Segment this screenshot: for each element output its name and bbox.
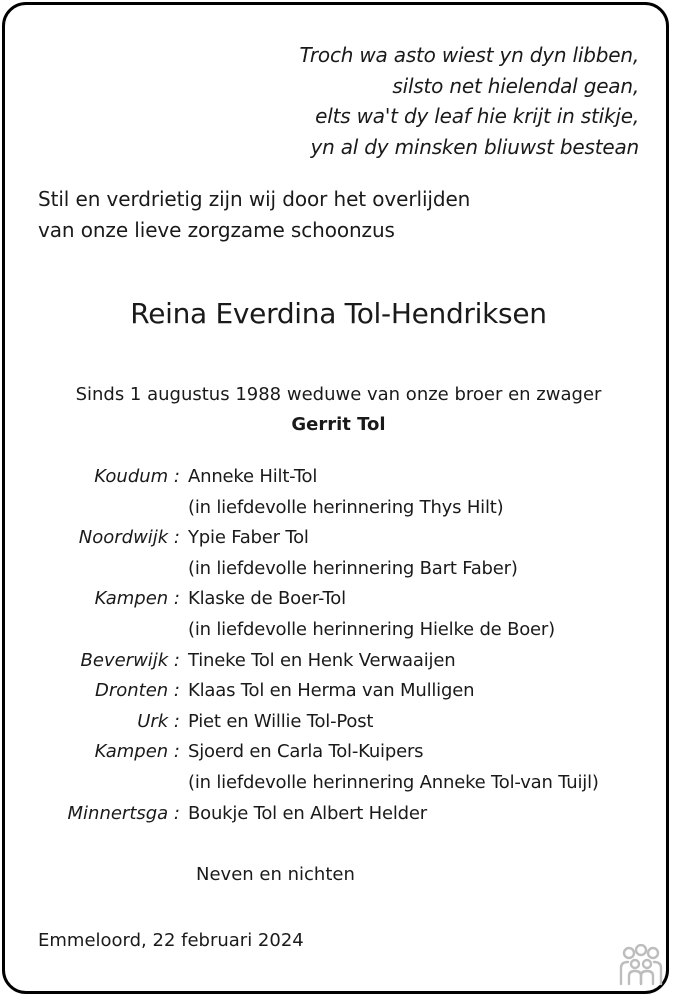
family-row — [0, 523, 677, 554]
family-place — [0, 493, 188, 524]
family-person: Klaske de Boer-Tol — [188, 588, 346, 610]
family-row — [0, 615, 677, 646]
family-row — [0, 462, 677, 493]
family-person: Piet en Willie Tol-Post — [188, 710, 374, 732]
family-row — [0, 676, 677, 707]
poem-line: elts wa't dy leaf hie krijt in stikje, — [315, 104, 639, 128]
family-list — [0, 462, 677, 829]
family-person: Sjoerd en Carla Tol-Kuipers — [188, 741, 424, 763]
intro-line: Stil en verdrietig zijn wij door het overlijden — [38, 187, 471, 211]
family-place — [0, 615, 188, 646]
widow-line: Sinds 1 augustus 1988 weduwe van onze broer en zwager — [75, 384, 602, 405]
family-row — [0, 707, 677, 738]
family-person: Ypie Faber Tol — [188, 527, 309, 549]
family-person: (in liefdevolle herinnering Bart Faber) — [188, 557, 518, 579]
family-row — [0, 737, 677, 768]
intro-text — [38, 184, 470, 246]
family-row — [0, 584, 677, 615]
family-person: Anneke Hilt-Tol — [188, 466, 318, 487]
family-place — [0, 768, 188, 799]
family-person: Boukje Tol en Albert Helder — [188, 802, 427, 824]
family-row — [0, 493, 677, 524]
family-row — [0, 646, 677, 677]
family-row — [0, 768, 677, 799]
family-place: Kampen : — [94, 588, 180, 610]
family-place: Noordwijk : — [78, 527, 180, 549]
family-person: (in liefdevolle herinnering Thys Hilt) — [188, 496, 504, 518]
family-place: Dronten : — [94, 680, 180, 702]
family-people-icon — [616, 944, 666, 988]
family-place: Koudum : — [94, 466, 180, 487]
family-person: (in liefdevolle herinnering Hielke de Boer) — [188, 618, 555, 640]
place-date: Emmeloord, 22 februari 2024 — [38, 930, 304, 951]
deceased-name: Reina Everdina Tol-Hendriksen — [130, 297, 547, 330]
family-place: Kampen : — [94, 741, 180, 763]
poem-line: yn al dy minsken bliuwst bestean — [310, 134, 639, 159]
closing-text: Neven en nichten — [196, 864, 355, 885]
poem — [299, 40, 639, 162]
family-place: Beverwijk : — [80, 649, 180, 671]
spouse-name: Gerrit Tol — [291, 414, 386, 435]
family-place — [0, 554, 188, 585]
family-person: Klaas Tol en Herma van Mulligen — [188, 680, 475, 702]
family-person: (in liefdevolle herinnering Anneke Tol-van Tuijl) — [188, 771, 599, 793]
family-place: Minnertsga : — [67, 802, 180, 824]
family-place: Urk : — [137, 710, 180, 732]
family-row — [0, 799, 677, 830]
family-row — [0, 554, 677, 585]
family-person: Tineke Tol en Henk Verwaaijen — [188, 649, 456, 671]
intro-line: van onze lieve zorgzame schoonzus — [38, 218, 395, 242]
poem-line: silsto net hielendal gean, — [392, 73, 639, 98]
poem-line: Troch wa asto wiest yn dyn libben, — [299, 43, 639, 67]
